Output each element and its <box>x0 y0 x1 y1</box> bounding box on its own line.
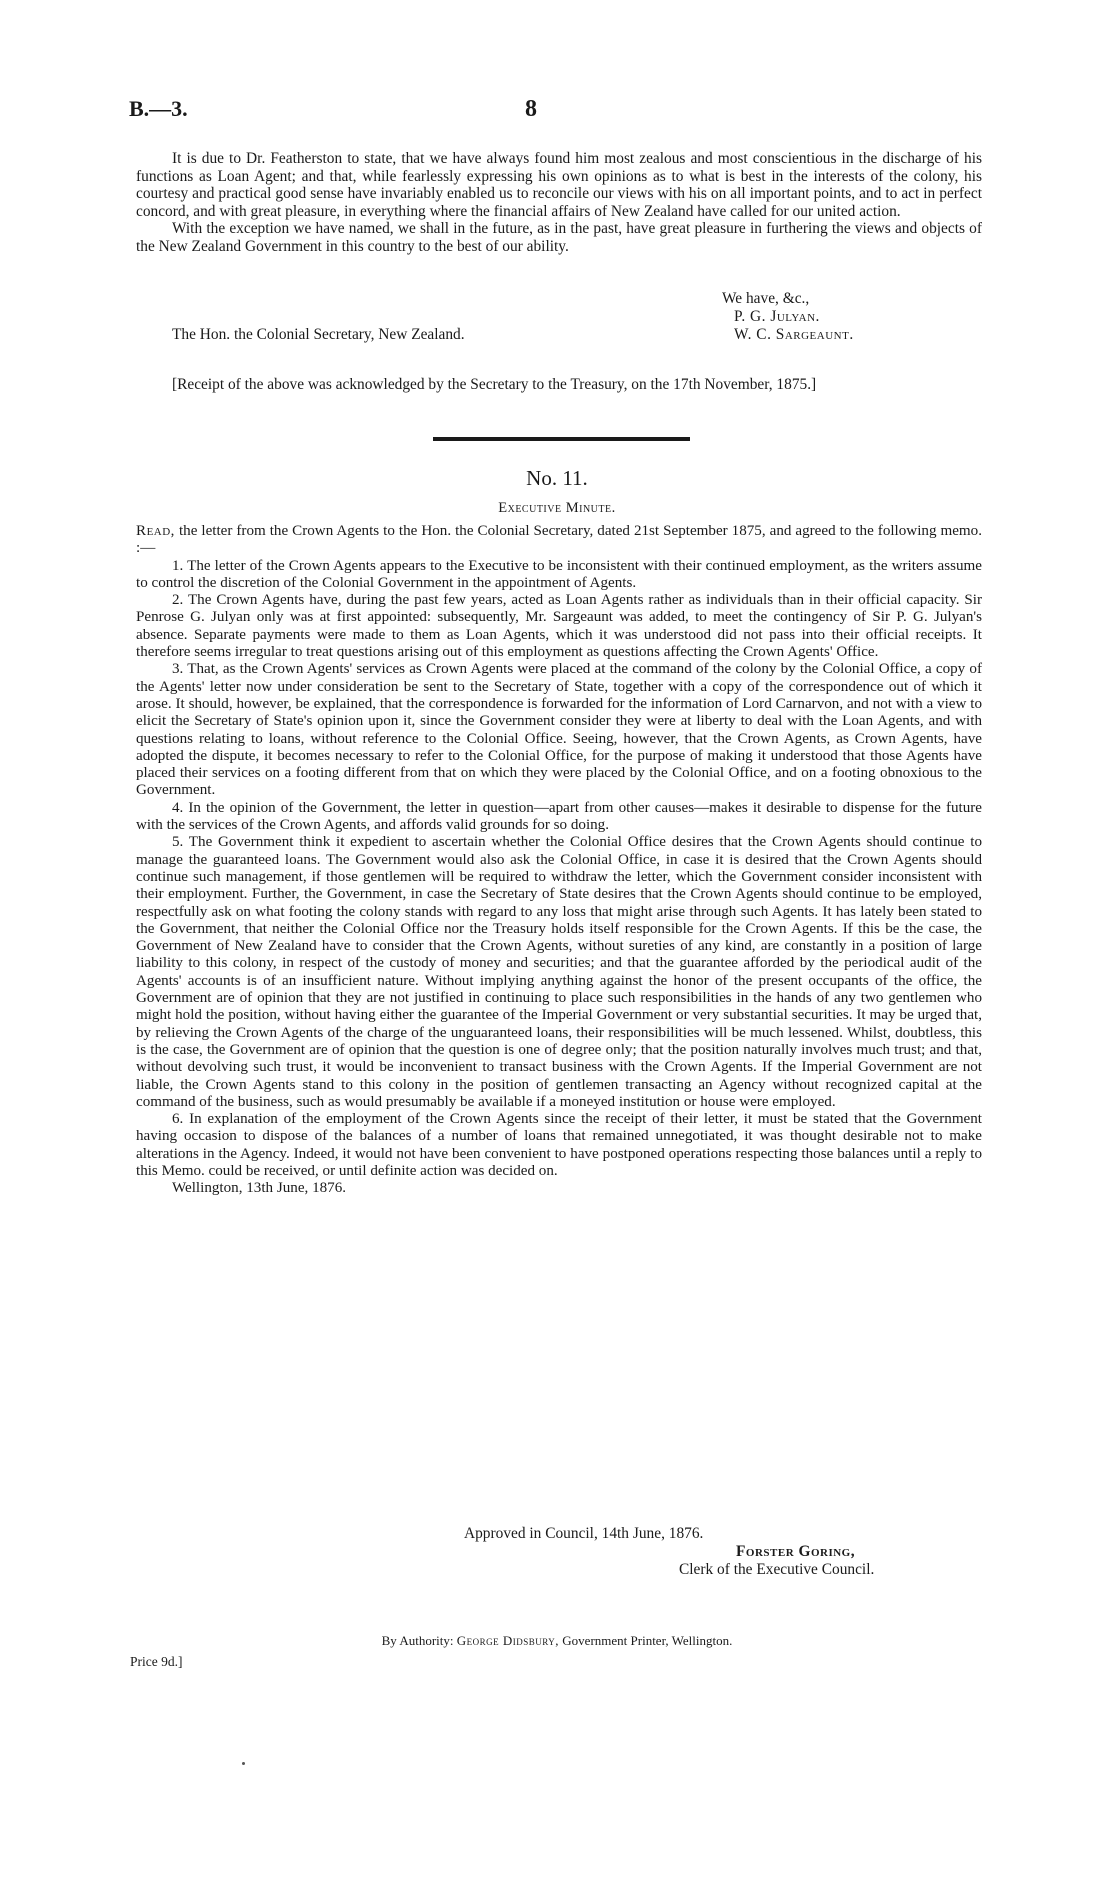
minute-title: Executive Minute. <box>498 500 616 516</box>
letter-body <box>136 150 982 256</box>
letter-paragraph: With the exception we have named, we shall in the future, as in the past, have great pleasure in furthering the views and objects of the New Zealand Government in this country to the best of our ability. <box>136 220 982 255</box>
minute-paragraph: 5. The Government think it expedient to ascertain whether the Colonial Office desires that the Crown Agents should continue to manage the guaranteed loans. The Government would also ask the Colonial Office, in case it is desired that the Crown Agents should continue such management, if those gentlemen will be required to withdraw the letter, which the Government consider inconsistent with their employment. Further, the Government, in case the Secretary of State desires that the Crown Agents should continue to be employed, respectfully ask on what footing the colony stands with regard to any loss that might arise through such Agents. It has lately been stated to the Government, that neither the Colonial Office nor the Treasury holds itself responsible for the Crown Agents. If this be the case, the Government of New Zealand have to consider that the Crown Agents, without sureties of any kind, are constantly in a position of large liability to this colony, in respect of the custody of money and securities; and that the guarantee afforded by the periodical audit of the Agents' accounts is of an insufficient nature. Without implying anything against the honor of the present occupants of the office, the Government are of opinion that they are not justified in continuing to place such responsibilities in the hands of any two gentlemen who might hold the position, without having either the guarantee of the Imperial Government or very substantial securities. It may be urged that, by relieving the Crown Agents of the charge of the unguaranteed loans, their responsibilities will be much lessened. Whilst, doubtless, this is the case, the Government are of opinion that the question is one of degree only; that the position naturally involves much trust; and that, without devolving such trust, it would be inconvenient to transact business with the Crown Agents. If the Imperial Government are not liable, the Crown Agents stand to this colony in the position of gentlemen transacting an Agency without recognized capital at the command of the business, such as would presumably be available if a moneyed institution or house were employed. <box>136 834 982 1110</box>
approval-line: Approved in Council, 14th June, 1876. <box>464 1525 704 1542</box>
minute-body <box>136 523 982 1198</box>
minute-intro-text: the letter from the Crown Agents to the Hon. the Colonial Secretary, dated 21st September 1875, and agreed to the following memo. :— <box>136 523 982 557</box>
signatory-sargeaunt: W. C. Sargeaunt. <box>734 326 854 343</box>
minute-place-date: Wellington, 13th June, 1876. <box>172 1180 347 1197</box>
document-reference: B.—3. <box>129 96 188 121</box>
signatory-title: Clerk of the Executive Council. <box>679 1561 875 1578</box>
print-speck <box>242 1762 245 1765</box>
signatory-goring: Forster Goring, <box>736 1543 856 1560</box>
minute-paragraph: 6. In explanation of the employment of the Crown Agents since the receipt of their letter, it must be stated that the Government having occasion to dispose of the balances of a number of loans that remained unnegotiated, it was thought desirable not to make alterations in the Agency. Indeed, it would not have been convenient to have postponed operations respecting those balances until a reply to this Memo. could be received, or until definite action was decided on. <box>136 1111 982 1179</box>
minute-number: No. 11. <box>526 466 588 490</box>
price-label: Price 9d.] <box>130 1654 183 1669</box>
receipt-note <box>136 376 982 394</box>
minute-intro <box>136 523 982 558</box>
letter-paragraph: It is due to Dr. Featherston to state, that we have always found him most zealous and most conscientious in the discharge of his functions as Loan Agent; and that, while fearlessly expressing his own opinions as to what is best in the interests of the colony, his courtesy and practical good sense have invariably enabled us to reconcile our views with his on all important points, and to act in perfect concord, and with great pleasure, in everything where the financial affairs of New Zealand have called for our united action. <box>136 150 982 220</box>
receipt-note-text: [Receipt of the above was acknowledged by the Secretary to the Treasury, on the 17th November, 1875.] <box>172 376 817 393</box>
printer-credit <box>0 1633 1114 1649</box>
printer-details: Government Printer, Wellington. <box>562 1633 733 1648</box>
printer-name: George Didsbury, <box>456 1633 560 1648</box>
minute-paragraph: 2. The Crown Agents have, during the past few years, acted as Loan Agents rather as individuals than in their official capacity. Sir Penrose G. Julyan only was at first appointed: subsequently, Mr. Sargeaunt was added, to meet the contingency of Sir P. G. Julyan's absence. Separate payments were made to them as Loan Agents, which it was understood did not pass into their official receipts. It therefore seems irregular to treat questions arising out of this employment as questions affecting the Crown Agents' Office. <box>136 592 982 661</box>
section-divider <box>433 437 690 441</box>
authority-prefix: By Authority: <box>381 1633 454 1648</box>
minute-paragraph: 1. The letter of the Crown Agents appears to the Executive to be inconsistent with their continued employment, as the writers assume to control the discretion of the Colonial Government in the appointment of Agents. <box>136 557 982 591</box>
letter-closing: We have, &c., <box>722 290 810 307</box>
minute-paragraph: 3. That, as the Crown Agents' services as Crown Agents were placed at the command of the colony by the Colonial Office, a copy of the Agents' letter now under consideration be sent to the Secretary of State, together with a copy of the correspondence out of which it arose. It should, however, be explained, that the correspondence is forwarded for the information of Lord Carnarvon, and not with a view to elicit the Secretary of State's opinion upon it, since the Government consider they were at liberty to deal with the Loan Agents, and with questions relating to loans, without reference to the Colonial Office. Seeing, however, that the Crown Agents, as Crown Agents, have adopted the dispute, it becomes necessary to refer to the Colonial Office, for the purpose of making it understood that those Agents have placed their services on a footing different from that on which they were placed by the Colonial Office, and on a footing obnoxious to the Government. <box>136 661 982 799</box>
minute-intro-lead: Read, <box>136 523 175 539</box>
signatory-julyan: P. G. Julyan. <box>734 308 820 325</box>
page-number: 8 <box>525 96 537 122</box>
letter-addressee: The Hon. the Colonial Secretary, New Zealand. <box>172 326 465 343</box>
minute-paragraph: 4. In the opinion of the Government, the letter in question—apart from other causes—makes it desirable to dispense for the future with the services of the Crown Agents, and affords valid grounds for so doing. <box>136 799 982 834</box>
